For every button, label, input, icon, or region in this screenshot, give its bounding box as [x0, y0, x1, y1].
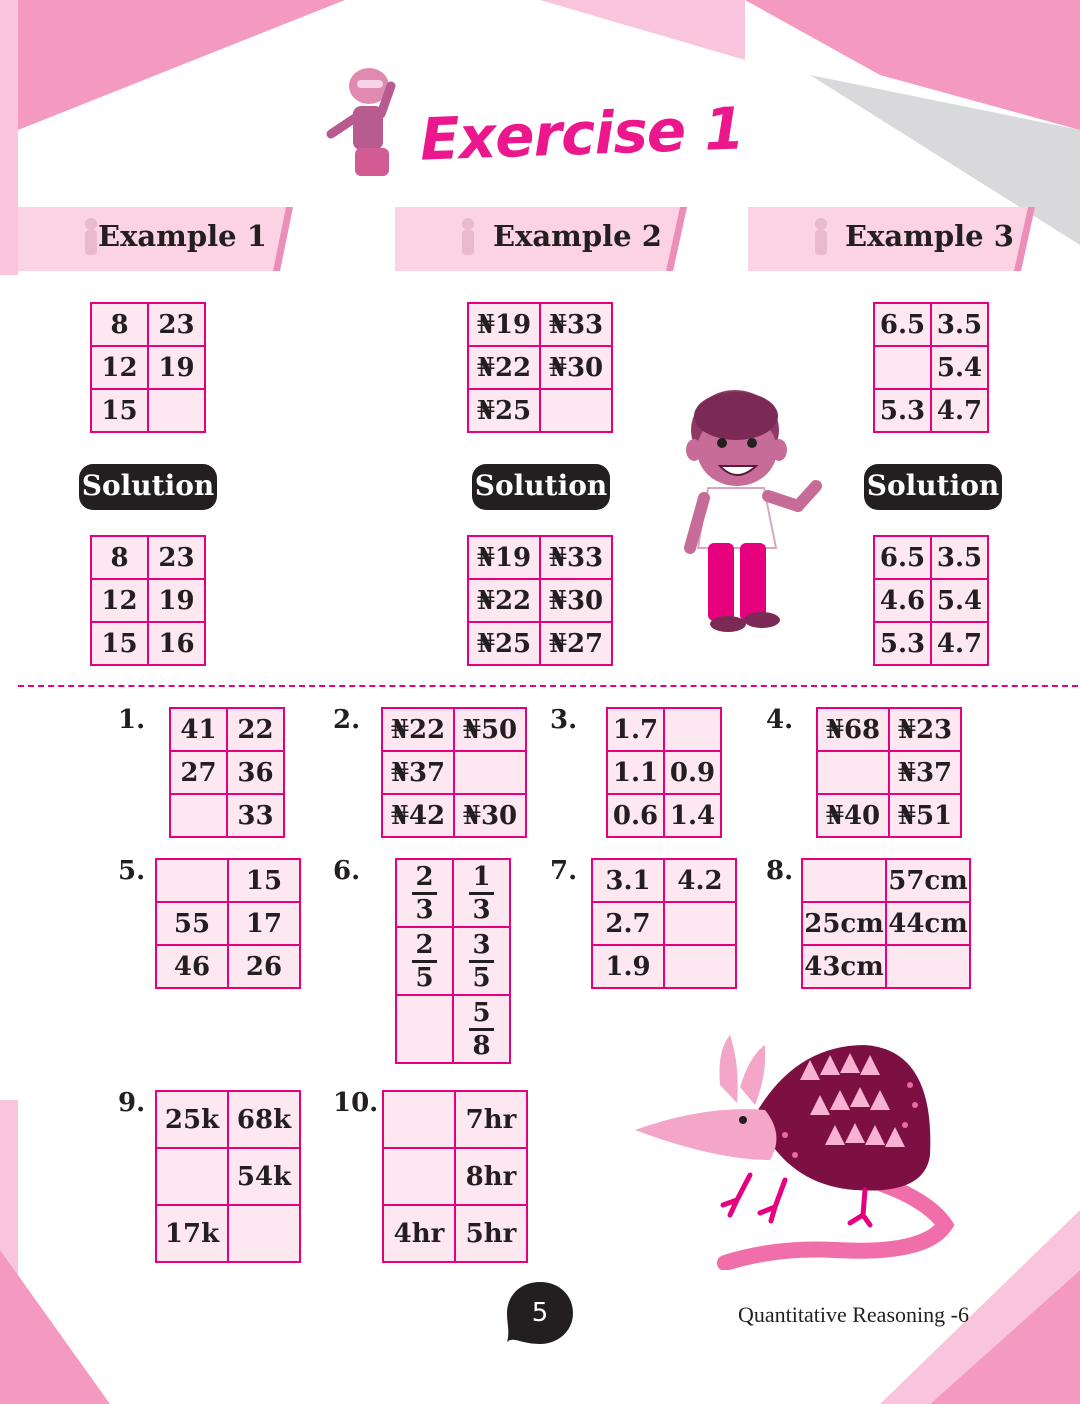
grid-cell: 15 [91, 622, 148, 665]
page-number-badge [505, 1280, 575, 1346]
exercise-2-grid [381, 707, 527, 838]
grid-cell: 1.1 [607, 751, 664, 794]
grid-cell: 2.7 [592, 902, 664, 945]
denominator: 3 [472, 894, 491, 925]
grid-cell [148, 389, 205, 432]
denominator: 3 [415, 894, 434, 925]
solution-badge: Solution [472, 464, 610, 510]
grid-cell: ₦23 [889, 708, 961, 751]
fraction [469, 998, 493, 1061]
grid-cell: 57cm [886, 859, 970, 902]
grid-cell [664, 945, 736, 988]
grid-cell [170, 794, 227, 837]
grid-cell: 5.3 [874, 622, 931, 665]
numerator: 2 [412, 930, 436, 963]
grid-cell: 0.9 [664, 751, 721, 794]
numerator: 5 [469, 998, 493, 1031]
grid-cell [817, 751, 889, 794]
grid-cell: 16 [148, 622, 205, 665]
grid-cell: 43cm [802, 945, 886, 988]
fraction [469, 930, 493, 993]
denominator: 8 [472, 1030, 491, 1061]
page-title: Exercise 1 [418, 94, 745, 174]
exercise-6-number: 6. [333, 856, 361, 886]
numerator: 1 [469, 862, 493, 895]
example-1-banner [18, 207, 293, 263]
grid-cell [396, 859, 453, 927]
exercise-2-number: 2. [333, 705, 361, 735]
grid-cell: ₦25 [468, 389, 540, 432]
grid-cell: 3.1 [592, 859, 664, 902]
grid-cell: 8 [91, 536, 148, 579]
grid-cell: ₦25 [468, 622, 540, 665]
numerator: 3 [469, 930, 493, 963]
grid-cell: 1.4 [664, 794, 721, 837]
example-2-solution-grid [467, 535, 613, 666]
grid-cell: 0.6 [607, 794, 664, 837]
grid-cell: 6.5 [874, 536, 931, 579]
example-2-label: Example 2 [493, 219, 662, 253]
grid-cell: 23 [148, 303, 205, 346]
grid-cell: ₦50 [454, 708, 526, 751]
grid-cell [396, 995, 453, 1063]
grid-cell [383, 1148, 455, 1205]
fraction [469, 862, 493, 925]
exercise-10-number: 10. [333, 1088, 379, 1118]
grid-cell [664, 902, 736, 945]
exercise-3-number: 3. [550, 705, 578, 735]
example-1-solution-grid [90, 535, 206, 666]
grid-cell [156, 1148, 228, 1205]
grid-cell: 17k [156, 1205, 228, 1262]
girl-figure-icon [325, 66, 405, 184]
grid-cell [453, 995, 510, 1063]
grid-cell: ₦30 [454, 794, 526, 837]
grid-cell [664, 708, 721, 751]
grid-cell: 19 [148, 346, 205, 389]
denominator: 5 [415, 962, 434, 993]
grid-cell [874, 346, 931, 389]
exercise-4-grid [816, 707, 962, 838]
grid-cell: 12 [91, 346, 148, 389]
grid-cell: 23 [148, 536, 205, 579]
grid-cell: 19 [148, 579, 205, 622]
section-divider [18, 685, 1078, 687]
grid-cell: 1.9 [592, 945, 664, 988]
grid-cell: 54k [228, 1148, 300, 1205]
example-2-question-grid [467, 302, 613, 433]
exercise-6-grid [395, 858, 511, 1064]
grid-cell: 8hr [455, 1148, 527, 1205]
grid-cell: 12 [91, 579, 148, 622]
grid-cell: 8 [91, 303, 148, 346]
exercise-1-number: 1. [118, 705, 146, 735]
grid-cell: 1.7 [607, 708, 664, 751]
grid-cell: 6.5 [874, 303, 931, 346]
exercise-3-grid [606, 707, 722, 838]
grid-cell: 5.4 [931, 579, 988, 622]
grid-cell [453, 859, 510, 927]
mini-figure-icon [457, 217, 479, 257]
grid-cell [383, 1091, 455, 1148]
exercise-4-number: 4. [766, 705, 794, 735]
solution-badge: Solution [79, 464, 217, 510]
example-3-banner [748, 207, 1035, 263]
grid-cell: 5hr [455, 1205, 527, 1262]
grid-cell: ₦22 [382, 708, 454, 751]
numerator: 2 [412, 862, 436, 895]
grid-cell [453, 927, 510, 995]
exercise-7-grid [591, 858, 737, 989]
solution-badge: Solution [864, 464, 1002, 510]
exercise-5-grid [155, 858, 301, 989]
grid-cell [396, 927, 453, 995]
grid-cell: ₦33 [540, 536, 612, 579]
denominator: 5 [472, 962, 491, 993]
grid-cell: 27 [170, 751, 227, 794]
grid-cell: 7hr [455, 1091, 527, 1148]
grid-cell: ₦42 [382, 794, 454, 837]
exercise-10-grid [382, 1090, 528, 1263]
grid-cell: 41 [170, 708, 227, 751]
grid-cell: ₦30 [540, 346, 612, 389]
grid-cell: ₦37 [382, 751, 454, 794]
grid-cell: 3.5 [931, 303, 988, 346]
exercise-5-number: 5. [118, 856, 146, 886]
grid-cell: 26 [228, 945, 300, 988]
grid-cell: ₦33 [540, 303, 612, 346]
example-3-question-grid [873, 302, 989, 433]
grid-cell: 4hr [383, 1205, 455, 1262]
grid-cell [454, 751, 526, 794]
grid-cell [156, 859, 228, 902]
grid-cell: 17 [228, 902, 300, 945]
grid-cell: 46 [156, 945, 228, 988]
grid-cell [886, 945, 970, 988]
grid-cell: ₦30 [540, 579, 612, 622]
exercise-7-number: 7. [550, 856, 578, 886]
example-1-question-grid [90, 302, 206, 433]
grid-cell: 5.3 [874, 389, 931, 432]
exercise-9-grid [155, 1090, 301, 1263]
grid-cell: ₦22 [468, 346, 540, 389]
boy-illustration [680, 388, 830, 636]
grid-cell: 4.2 [664, 859, 736, 902]
grid-cell: ₦27 [540, 622, 612, 665]
example-1-label: Example 1 [98, 219, 267, 253]
armadillo-illustration [625, 1025, 965, 1270]
grid-cell [540, 389, 612, 432]
grid-cell: ₦19 [468, 536, 540, 579]
grid-cell: 68k [228, 1091, 300, 1148]
grid-cell: ₦68 [817, 708, 889, 751]
grid-cell [228, 1205, 300, 1262]
grid-cell: 3.5 [931, 536, 988, 579]
grid-cell: 4.7 [931, 622, 988, 665]
grid-cell: ₦19 [468, 303, 540, 346]
grid-cell: ₦37 [889, 751, 961, 794]
grid-cell: 44cm [886, 902, 970, 945]
grid-cell: 4.7 [931, 389, 988, 432]
fraction [412, 930, 436, 993]
exercise-9-number: 9. [118, 1088, 146, 1118]
grid-cell: 5.4 [931, 346, 988, 389]
grid-cell: 22 [227, 708, 284, 751]
grid-cell: 15 [228, 859, 300, 902]
grid-cell: 4.6 [874, 579, 931, 622]
exercise-8-number: 8. [766, 856, 794, 886]
page-number: 5 [531, 1298, 549, 1328]
exercise-1-grid [169, 707, 285, 838]
example-3-solution-grid [873, 535, 989, 666]
grid-cell: 25k [156, 1091, 228, 1148]
grid-cell: 55 [156, 902, 228, 945]
grid-cell: ₦40 [817, 794, 889, 837]
example-2-banner [395, 207, 687, 263]
grid-cell: ₦22 [468, 579, 540, 622]
grid-cell: 15 [91, 389, 148, 432]
grid-cell: 36 [227, 751, 284, 794]
fraction [412, 862, 436, 925]
grid-cell: 25cm [802, 902, 886, 945]
grid-cell [802, 859, 886, 902]
example-3-label: Example 3 [845, 219, 1014, 253]
footer-book-title: Quantitative Reasoning -6 [738, 1302, 969, 1327]
grid-cell: 33 [227, 794, 284, 837]
mini-figure-icon [810, 217, 832, 257]
exercise-8-grid [801, 858, 971, 989]
grid-cell: ₦51 [889, 794, 961, 837]
